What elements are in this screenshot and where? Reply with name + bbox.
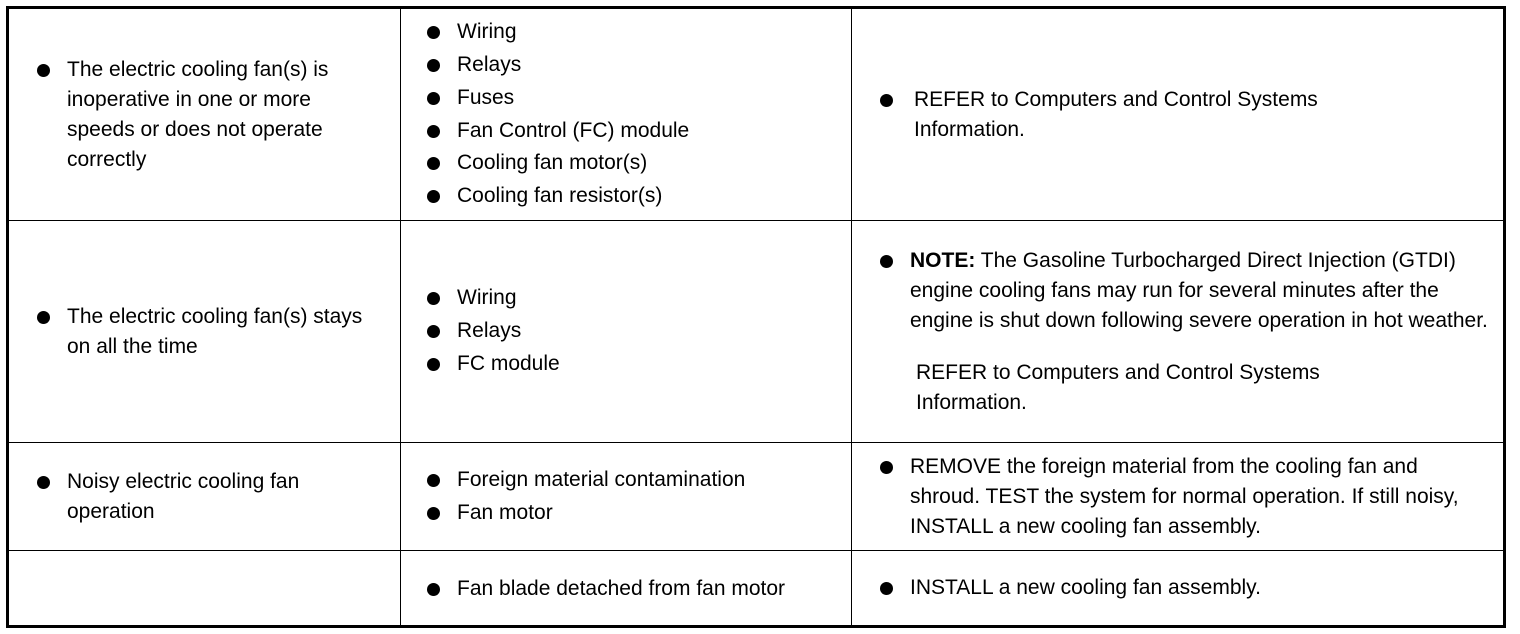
note-text: The Gasoline Turbocharged Direct Injection (GTDI) engine cooling fans may run for several minutes after the engine is shut down following severe operation in hot weather. xyxy=(910,248,1488,332)
action-item xyxy=(880,573,1503,603)
action-text: REFER to Computers and Control Systems Information. xyxy=(916,360,1320,414)
table-row xyxy=(9,220,1503,442)
condition-item xyxy=(37,55,380,175)
source-text: FC module xyxy=(457,351,560,375)
bullet-icon xyxy=(427,474,440,487)
bullet-icon xyxy=(427,26,440,39)
action-cell xyxy=(852,221,1503,442)
action-cell xyxy=(852,551,1503,625)
condition-item xyxy=(37,467,360,527)
bullet-icon xyxy=(427,190,440,203)
source-text: Cooling fan resistor(s) xyxy=(457,183,663,207)
condition-text: Noisy electric cooling fan operation xyxy=(67,469,300,523)
condition-text: The electric cooling fan(s) is inoperative in one or more speeds or does not operate correctly xyxy=(67,57,329,171)
source-text: Wiring xyxy=(457,20,517,44)
condition-cell xyxy=(9,9,401,220)
source-text: Wiring xyxy=(457,286,517,310)
action-text: REMOVE the foreign material from the cooling fan and shroud. TEST the system for normal operation. If still noisy, INSTALL a new cooling fan assembly. xyxy=(910,454,1459,538)
source-item xyxy=(427,464,851,497)
action-cell xyxy=(852,443,1503,550)
bullet-icon xyxy=(427,92,440,105)
action-item xyxy=(880,85,1403,145)
bullet-icon xyxy=(37,64,50,77)
note-item xyxy=(880,246,1489,336)
bullet-icon xyxy=(880,94,893,107)
source-item xyxy=(427,82,851,115)
source-item xyxy=(427,115,851,148)
condition-cell xyxy=(9,443,401,550)
source-text: Fan motor xyxy=(457,500,553,524)
source-text: Cooling fan motor(s) xyxy=(457,151,648,175)
condition-text: The electric cooling fan(s) stays on all the time xyxy=(67,304,363,358)
source-item xyxy=(427,16,851,49)
source-item xyxy=(427,497,851,530)
action-item xyxy=(880,452,1493,542)
source-text: Fuses xyxy=(457,85,515,109)
source-item xyxy=(427,147,851,180)
source-cell xyxy=(401,443,852,550)
source-cell xyxy=(401,221,852,442)
condition-item xyxy=(37,302,370,362)
table-row xyxy=(9,442,1503,550)
table-row xyxy=(9,550,1503,625)
note-label: NOTE: xyxy=(910,248,976,272)
bullet-icon xyxy=(427,507,440,520)
diagnostic-table xyxy=(6,6,1506,628)
bullet-icon xyxy=(37,476,50,489)
bullet-icon xyxy=(880,255,893,268)
source-text: Foreign material contamination xyxy=(457,467,746,491)
table-row xyxy=(9,9,1503,220)
bullet-icon xyxy=(427,292,440,305)
bullet-icon xyxy=(37,311,50,324)
action-text: INSTALL a new cooling fan assembly. xyxy=(910,576,1261,599)
source-cell xyxy=(401,9,852,220)
condition-cell xyxy=(9,221,401,442)
source-item xyxy=(427,282,851,315)
bullet-icon xyxy=(427,325,440,338)
bullet-icon xyxy=(427,157,440,170)
bullet-icon xyxy=(880,582,893,595)
source-item xyxy=(427,49,851,82)
source-item xyxy=(427,574,791,603)
source-text: Fan blade detached from fan motor xyxy=(457,576,786,600)
action-cell xyxy=(852,9,1503,220)
condition-cell xyxy=(9,551,401,625)
bullet-icon xyxy=(427,358,440,371)
action-text: REFER to Computers and Control Systems Information. xyxy=(914,87,1318,141)
source-text: Relays xyxy=(457,319,522,343)
source-cell xyxy=(401,551,852,625)
source-text: Relays xyxy=(457,53,522,77)
bullet-icon xyxy=(427,583,440,596)
bullet-icon xyxy=(427,59,440,72)
bullet-icon xyxy=(427,125,440,138)
source-item xyxy=(427,348,851,381)
source-item xyxy=(427,315,851,348)
source-text: Fan Control (FC) module xyxy=(457,118,690,142)
source-item xyxy=(427,180,851,213)
bullet-icon xyxy=(880,461,893,474)
